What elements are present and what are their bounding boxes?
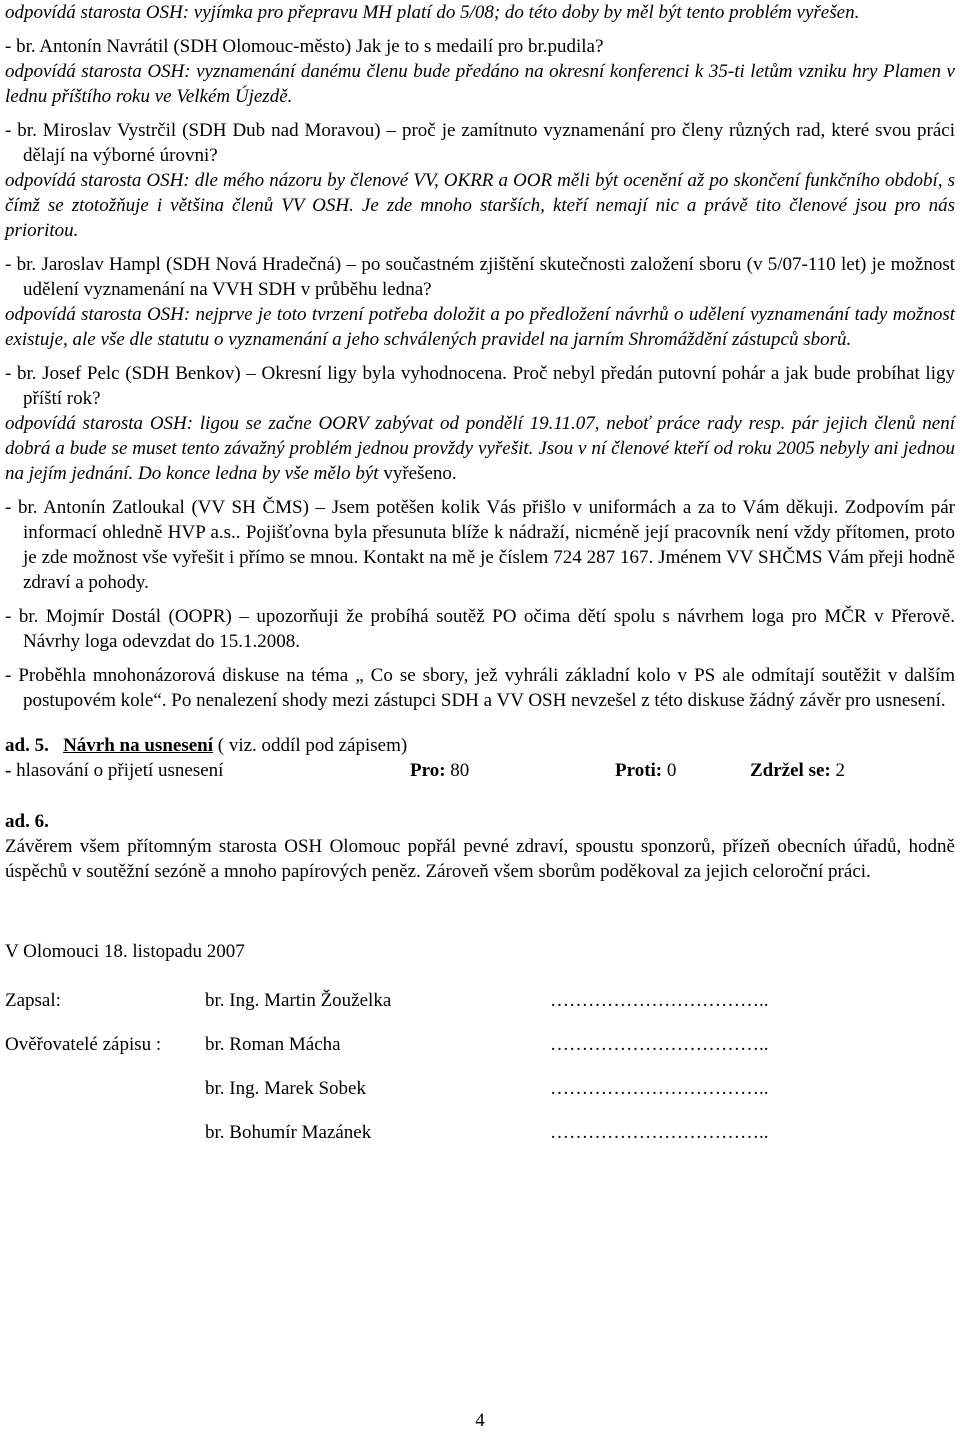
vote-proti: Proti: 0: [615, 760, 677, 781]
section-ad5-number: ad. 5.: [5, 735, 49, 756]
answer-pelc-italic: odpovídá starosta OSH: ligou se začne OORV zabývat od pondělí 19.11.07, neboť práce rady resp. pár jejich členů není dobrá a bude se muset tento závažný problém jednou provždy vyřešit. Jsou v ní členové kteří od roku 2005 nebyly ani jednou na jejím jednání. Do konce ledna by vše mělo být: [5, 413, 955, 484]
question-navratil: - br. Antonín Navrátil (SDH Olomouc-město) Jak je to s medailí pro br.pudila?: [5, 36, 604, 57]
qa-block-pelc: [5, 361, 955, 486]
statement-dostal: - br. Mojmír Dostál (OOPR) – upozorňuji že probíhá soutěž PO očima dětí spolu s návrhem loga pro MČR v Přerově. Návrhy loga odevzdat do 15.1.2008.: [5, 606, 955, 652]
signature-block: [5, 988, 955, 1164]
signature-dots: ……………………………..: [550, 990, 769, 1011]
signature-name: br. Ing. Martin Žouželka: [205, 990, 392, 1011]
question-pelc: - br. Josef Pelc (SDH Benkov) – Okresní ligy byla vyhodnocena. Proč nebyl předán putovní pohár a jak bude probíhat ligy příští rok?: [5, 363, 955, 409]
signature-role: Zapsal:: [5, 990, 61, 1011]
statement-zatloukal: - br. Antonín Zatloukal (VV SH ČMS) – Jsem potěšen kolik Vás přišlo v uniformách a za to Vám děkuji. Zodpovím pár informací ohledně HVP a.s.. Pojišťovna byla přesunuta blíže k nádraží, nicméně její pracovník není vždy přítomen, proto je zde možnost vše vyřešit i přímo se mnou. Kontakt na mě je číslem 724 287 167. Jménem VV SHČMS Vám přeji hodně zdraví a pohody.: [5, 497, 955, 593]
signature-dots: ……………………………..: [550, 1078, 769, 1099]
signature-row: [5, 988, 955, 1032]
signature-row: [5, 1120, 955, 1164]
qa-block-vystrcil: [5, 118, 955, 243]
answer-navratil: odpovídá starosta OSH: vyznamenání danému členu bude předáno na okresní konferenci k 35-ti letům vzniku hry Plamen v lednu příštího roku ve Velkém Újezdě.: [5, 61, 955, 107]
place-date: V Olomouci 18. listopadu 2007: [5, 941, 245, 962]
signature-row: [5, 1032, 955, 1076]
vote-pro: Pro: 80: [410, 760, 470, 781]
section-ad5-heading: [5, 733, 955, 758]
section-ad6-text: Závěrem všem přítomným starosta OSH Olomouc popřál pevné zdraví, spoustu sponzorů, přízeň obecních úřadů, hodně úspěchů v soutěžní sezóně a mnoho papírových peněz. Zároveň všem sborům poděkoval za jejich celoroční práci.: [5, 836, 955, 882]
answer-pelc-tail: vyřešeno.: [383, 463, 457, 484]
vote-line: [5, 758, 955, 783]
qa-block-navratil: [5, 34, 955, 109]
question-vystrcil: - br. Miroslav Vystrčil (SDH Dub nad Moravou) – proč je zamítnuto vyznamenání pro členy různých rad, které svou práci dělají na výborné úrovni?: [5, 120, 955, 166]
discussion-paragraph: - Proběhla mnohonázorová diskuse na téma „ Co se sbory, jež vyhráli základní kolo v PS ale odmítají soutěžit v dalším postupovém kole“. Po nenalezení shody mezi zástupci SDH a VV OSH nevzešel z této diskuse žádný závěr pro usnesení.: [5, 665, 955, 711]
page-number: 4: [475, 1410, 485, 1431]
section-ad6-number: ad. 6.: [5, 811, 49, 832]
question-hampl: - br. Jaroslav Hampl (SDH Nová Hradečná) – po součastném zjištění skutečnosti založení sboru (v 5/07-110 let) je možnost udělení vyznamenání na VVH SDH v průběhu ledna?: [5, 254, 955, 300]
answer-hampl: odpovídá starosta OSH: nejprve je toto tvrzení potřeba doložit a po předložení návrhů o udělení vyznamenání tady možnost existuje, ale vše dle statutu o vyznamenání a jeho schválených pravidel na jarním Shromáždění zástupců sborů.: [5, 304, 955, 350]
answer-vystrcil: odpovídá starosta OSH: dle mého názoru by členové VV, OKRR a OOR měli být ocenění až po skončení funkčního období, s čímž se ztotožňuje i většina členů VV OSH. Je zde mnoho starších, kteří nemají nic a právě tito členové jsou pro nás prioritou.: [5, 170, 955, 241]
signature-name: br. Bohumír Mazánek: [205, 1122, 372, 1143]
vote-zdrzel: Zdržel se: 2: [750, 760, 845, 781]
signature-dots: ……………………………..: [550, 1034, 769, 1055]
section-ad6: [5, 809, 955, 884]
section-ad5-note: ( viz. oddíl pod zápisem): [213, 735, 408, 756]
signature-role: Ověřovatelé zápisu :: [5, 1034, 162, 1055]
signature-name: br. Roman Mácha: [205, 1034, 341, 1055]
signature-dots: ……………………………..: [550, 1122, 769, 1143]
section-ad5-title: Návrh na usnesení: [63, 735, 213, 756]
signature-row: [5, 1076, 955, 1120]
vote-label: - hlasování o přijetí usnesení: [5, 760, 224, 781]
answer-paragraph-1: odpovídá starosta OSH: vyjímka pro přepravu MH platí do 5/08; do této doby by měl být tento problém vyřešen.: [5, 2, 860, 23]
document-body: [5, 0, 955, 1164]
signature-name: br. Ing. Marek Sobek: [205, 1078, 366, 1099]
answer-pelc: [5, 411, 955, 486]
qa-block-hampl: [5, 252, 955, 352]
